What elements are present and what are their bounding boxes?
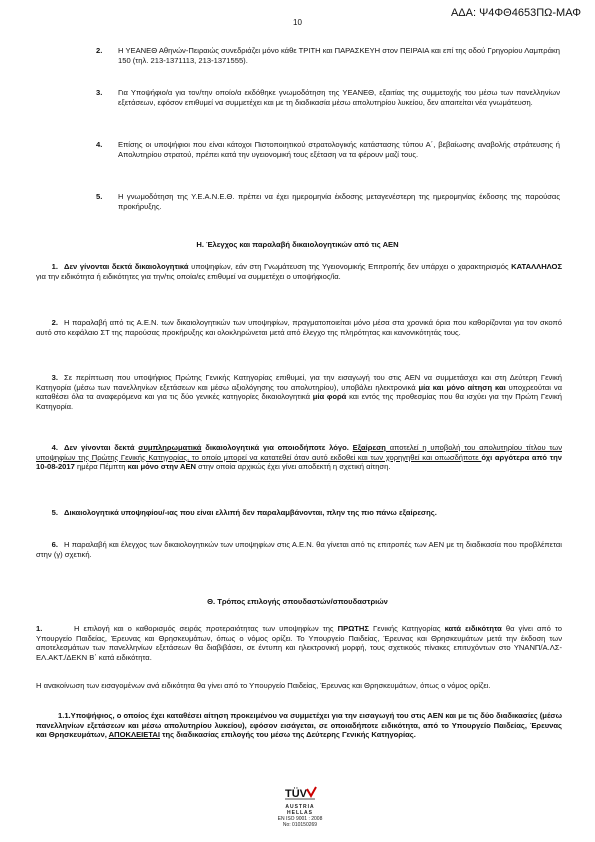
paragraph-text: και εντός της προθεσμίας που θα ισχύει για την Πρώτη Γενική Κατηγορία. bbox=[36, 392, 562, 411]
bold-text: κατά ειδικότητα bbox=[444, 624, 502, 633]
logo-sub-hellas: HELLAS bbox=[287, 810, 313, 816]
bold-text: μία και μόνο αίτηση και bbox=[418, 382, 506, 392]
underlined-text: αποτελεί η υποβολή του απολυτηρίου τίτλου των υποψηφίων της Πρώτης Γενικής Κατηγορίας, το οποίο μπορεί να κατατεθεί όταν αυτό εκδοθεί και των χορηγηθεί και οπωσδήποτε bbox=[36, 443, 562, 462]
paragraph-number: 5. bbox=[51, 508, 58, 517]
paragraph-text: για την ειδικότητα ή ειδικότητες για την/τις οποία/ες επιθυμεί να συμμετέχει ο υποψήφιος/ία. bbox=[36, 271, 341, 281]
paragraph-text: Η επιλογή και ο καθορισμός σειράς προτεραιότητας των υποψηφίων της bbox=[74, 624, 338, 633]
paragraph-text: Η παραλαβή και έλεγχος των δικαιολογητικών των υποψηφίων στις Α.Ε.Ν. θα γίνεται από τις επιτροπές των ΑΕΝ με τη διαδικασία που προβλέπεται στην (γ) σχετική. bbox=[36, 540, 562, 559]
paragraph-text: Γενικής Κατηγορίας bbox=[368, 624, 445, 633]
paragraph-text: ημέρα Πέμπτη bbox=[74, 462, 128, 472]
bold-text: 1.1.Υποψήφιος, ο οποίος έχει καταθέσει αίτηση προκειμένου να συμμετέχει για την εισαγωγή του στις ΑΕΝ και με τις δύο διαδικασίες (μέσω πανελληνίων εξετάσεων και μέσω απολυτηρίου λυκείου), εφόσον εισάγεται, σε οποιαδήποτε ειδικότητα, από το Υπουργείο Παιδείας, Έρευνας και Θρησκευμάτων, bbox=[36, 711, 562, 740]
paragraph-text: υποψηφίων, εάν στη Γνωμάτευση της Υγειονομικής Επιτροπής δεν υπάρχει ο χαρακτηρισμός bbox=[188, 262, 512, 271]
paragraph-number: 4. bbox=[51, 443, 58, 452]
paragraph-th3 bbox=[36, 711, 562, 740]
item-text: Για Υποψήφιο/α για τον/την οποίο/α εκδόθηκε γνωμοδότηση της ΥΕΑΝΕΘ, εξαιτίας της συμμετοχής του μέσω των πανελληνίων εξετάσεων, εφόσον επιθυμεί να συμμετέχει και με τη διαδικασία μέσω απολυτηρίου λυκείου, δεν απαιτείται νέα γνωμάτευση. bbox=[118, 88, 560, 107]
bold-underlined-text: συμπληρωματικά bbox=[138, 443, 202, 452]
paragraph-h6 bbox=[36, 540, 562, 559]
logo-sub-austria: AUSTRIA bbox=[285, 804, 315, 810]
bold-text: Δεν γίνονται δεκτά bbox=[64, 443, 139, 452]
page-number: 10 bbox=[293, 18, 302, 27]
bold-text: Δικαιολογητικά υποψηφίου/-ιας που είναι ελλιπή δεν παραλαμβάνονται, πλην της πιο πάνω εξαίρεσης. bbox=[64, 508, 437, 517]
logo-text: TÜV bbox=[285, 788, 307, 800]
item-number: 5. bbox=[96, 192, 103, 201]
bold-text: ΠΡΩΤΗΣ bbox=[337, 624, 369, 633]
paragraph-text: στην οποία αρχικώς έχει γίνει αποδεκτή η σχετική αίτηση. bbox=[196, 462, 391, 472]
certification-number: No: 010150269 bbox=[282, 822, 318, 828]
bold-text: δικαιολογητικά για οποιοδήποτε λόγο. bbox=[201, 443, 353, 452]
paragraph-number: 2. bbox=[51, 318, 58, 327]
certification-standard: EN ISO 9001 : 2008 bbox=[277, 816, 323, 822]
bold-underlined-text: ΑΠΟΚΛΕΙΕΤΑΙ bbox=[108, 730, 160, 740]
paragraph-h5 bbox=[36, 508, 562, 518]
paragraph-text: Η παραλαβή από τις Α.Ε.Ν. των δικαιολογητικών των υποψηφίων, πραγματοποιείται μόνο μέσα στα χρονικά όρια που καθορίζονται για τον σκοπό αυτό στο κεφάλαιο ΣΤ της παρούσας προκήρυξης και ολοκληρώνεται μετά από έλεγχο της πληρότητας και κανονικότητάς τους. bbox=[36, 318, 562, 337]
paragraph-h3 bbox=[36, 373, 562, 411]
paragraph-h4 bbox=[36, 443, 562, 472]
certification-block bbox=[270, 786, 330, 828]
paragraph-text: θα γίνει από το Υπουργείο Παιδείας, Έρευνας και Θρησκευμάτων, όπως ο νόμος ορίζει. Το Υπουργείο Παιδείας, Έρευνας και Θρησκευμάτων μετά την έκδοση των αποτελεσμάτων των πανελληνίων εξετάσεων θα διαβιβάσει, σε έντυπη και ηλεκτρονική μορφή, τους σχετικούς πίνακες επιτυχόντων στο ΥΝΑΝΠ/Α.ΛΣ-ΕΛ.ΑΚΤ./ΔΕΚΝ Β΄ κατά ειδικότητα. bbox=[36, 624, 562, 662]
item-number: 3. bbox=[96, 88, 103, 97]
bold-underlined-text: Εξαίρεση bbox=[352, 443, 386, 452]
paragraph-th1 bbox=[36, 624, 562, 662]
paragraph-h1 bbox=[36, 262, 562, 281]
paragraph-number: 3. bbox=[51, 373, 58, 382]
paragraph-number: 6. bbox=[51, 540, 58, 549]
bold-text: ΚΑΤΑΛΛΗΛΟΣ bbox=[511, 262, 563, 271]
section-heading: Η. Έλεγχος και παραλαβή δικαιολογητικών από τις ΑΕΝ bbox=[196, 240, 399, 249]
item-number: 2. bbox=[96, 46, 103, 55]
item-text: Η ΥΕΑΝΕΘ Αθηνών-Πειραιώς συνεδριάζει μόνο κάθε ΤΡΙΤΗ και ΠΑΡΑΣΚΕΥΗ στον ΠΕΙΡΑΙΑ και επί της οδού Γρηγορίου Λαμπράκη 150 (τηλ. 213-1371113, 213-1371555). bbox=[118, 46, 560, 65]
bold-text: Δεν γίνονται δεκτά δικαιολογητικά bbox=[64, 262, 189, 271]
bold-text: της διαδικασίας επιλογής του μέσω της Δεύτερης Γενικής Κατηγορίας. bbox=[159, 730, 416, 740]
paragraph-number: 1. bbox=[51, 262, 58, 271]
item-number: 4. bbox=[96, 140, 103, 149]
section-heading: Θ. Τρόπος επιλογής σπουδαστών/σπουδαστριών bbox=[207, 597, 388, 606]
paragraph-text: υποχρεούται να καταθέσει όλα τα αναφερόμενα και για τις δύο γενικές κατηγορίες δικαιολογητικά bbox=[36, 382, 563, 402]
bold-text: μία φορά bbox=[312, 392, 347, 402]
item-text: Επίσης οι υποψήφιοι που είναι κάτοχοι Πιστοποιητικού στρατολογικής κατάστασης τύπου Α΄, βεβαίωσης αναβολής στράτευσης ή Απολυτηρίου στρατού, πρέπει κατά την υγειονομική τους εξέταση να τα φέρουν μαζί τους. bbox=[118, 140, 560, 159]
tuv-logo-icon bbox=[283, 786, 317, 804]
paragraph-number: 1. bbox=[36, 624, 43, 633]
paragraph-text: Σε περίπτωση που υποψήφιος Πρώτης Γενικής Κατηγορίας επιθυμεί, για την εισαγωγή του στις ΑΕΝ να συμμετάσχει και στη Δεύτερη Γενική Κατηγορία (μέσω των πανελληνίων εξετάσεων και μέσω αξιολόγησης του απολυτηρίου), υποβάλει ηλεκτρονικά bbox=[36, 373, 562, 392]
bold-text: και μόνο στην ΑΕΝ bbox=[127, 462, 197, 472]
bold-text: όχι αργότερα από την 10-08-2017 bbox=[36, 452, 562, 472]
paragraph-th2: Η ανακοίνωση των εισαγομένων ανά ειδικότητα θα γίνει από το Υπουργείο Παιδείας, Έρευνας και Θρησκευμάτων, όπως ο νόμος ορίζει. bbox=[36, 681, 491, 690]
item-text: Η γνωμοδότηση της Υ.Ε.Α.Ν.Ε.Θ. πρέπει να έχει ημερομηνία έκδοσης μεταγενέστερη της ημερομηνίας έκδοσης της παρούσας προκήρυξης. bbox=[118, 192, 560, 211]
ada-code: ΑΔΑ: Ψ4ΦΘ4653ΠΩ-ΜΑΦ bbox=[450, 7, 581, 19]
paragraph-h2 bbox=[36, 318, 562, 337]
